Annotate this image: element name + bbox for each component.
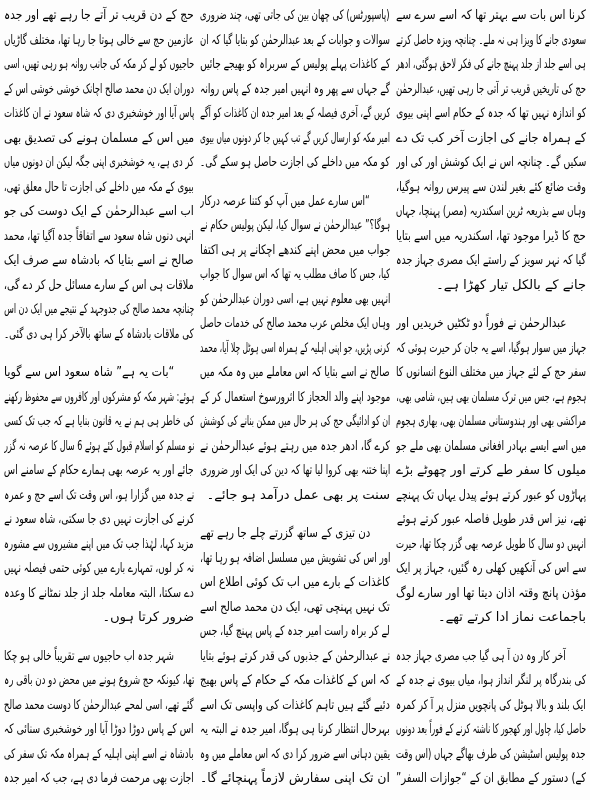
text-line: بہرحال انتظار کرنا ہی ہوگا، امیر جدہ نے البتہ یہ: [200, 722, 390, 737]
text-line: بادشاہ نے اسے اپنی اہلیہ کے ہمراہ مکہ تک سفر کی: [4, 746, 194, 762]
text-line: ان تک اپنی سفارش لازماً پہنچائے گا۔: [200, 771, 390, 786]
text-line: جانے کے بالکل تیار کھڑا ہے۔: [436, 277, 586, 293]
text-line: ہجوم ہے، جس میں ترک مسلمان بھی ہیں، شامی بھی،: [396, 389, 586, 405]
text-line: کاغذات کے بارے میں اب تک کوئی اطلاع اس: [200, 575, 390, 590]
text-line: وہاں سے بذریعہ ٹرین اسکندریہ (مصر) پہنچا، جہاں: [396, 204, 586, 219]
text-line: اب اسے عبدالرحمٰن کے ایک دوست کی جو: [4, 204, 194, 219]
text-line: وہاں ایک مخلص عرب محمد صالح کی خدمات حاصل: [200, 316, 390, 331]
text-line: دے سکتا، البتہ معاملہ جلد از جلد نمٹانے کا وعدہ: [4, 585, 194, 601]
text-line: آخر کار وہ دن آ ہی گیا جب مصری جہاز جدہ: [396, 648, 566, 664]
text-line: دئیے گئے ہیں تاہم کاغذات کی واپسی تک اسے: [200, 697, 390, 713]
text-line: وقت ضائع کئے بغیر لندن سے پیرس روانہ ہوگیا،: [396, 179, 586, 195]
text-line: کیا، جس کا صاف مطلب یہ تھا کہ اس سوال کا جواب: [200, 267, 390, 282]
paragraph: [396, 4, 586, 298]
text-line: کر دی ہے، یہ خوشخبری اپنی جگہ لیکن ان دونوں میاں: [4, 155, 194, 170]
text-line: کرنی پڑیں، جو اپنی اہلیہ کے ہمراہ اسی ہوٹل چلا آیا، محمد: [200, 340, 390, 356]
text-column-right: [396, 4, 586, 796]
text-line: کے ہمراہ جانے کی اجازت آخر کب تک دے: [396, 130, 586, 146]
text-line: امیر مکہ کو ارسال کریں گے تب کہیں جا کر دونوں میاں بیوی: [200, 130, 390, 146]
paragraph: [200, 4, 390, 176]
text-line: نے عبدالرحمٰن کے جذبوں کی قدر کرتے ہوئے بتایا: [200, 648, 390, 664]
text-line: لے کر براہ راست امیر جدہ کے پاس پہنچ گیا، جس: [200, 624, 390, 639]
text-line: کی ملاقات بادشاہ کے ساتھ بالآخر کرا ہی دی گئی۔: [4, 326, 194, 342]
text-line: حاصل کیا، چاول اور کھجور کا ناشتہ کرنے کے فوراً بعد دونوں: [396, 722, 586, 737]
text-line: مراکشی بھی اور ہندوستانی مسلمان بھی، بھاری ہجوم: [396, 414, 586, 429]
text-line: دن تیزی کے ساتھ گزرتے چلے جا رہے تھے: [200, 526, 370, 541]
text-line: “بات یہ ہے” شاہ سعود اس سے گویا: [4, 365, 174, 380]
text-line: میں اس کے مسلمان ہونے کی تصدیق بھی: [4, 130, 194, 146]
text-line: موجود اپنے والد الحجاز کا اثرورسوخ استعمال کر کے: [200, 389, 390, 405]
text-line: “اس سارے عمل میں آپ کو کتنا عرصہ درکار: [200, 193, 370, 209]
text-line: حج کی تاریخیں قریب تر آتی جا رہی تھیں، عبدالرحمٰن: [396, 81, 586, 97]
text-line: اور اس کی تشویش میں مسلسل اضافہ ہو رہا تھا،: [200, 550, 390, 566]
text-column-middle: [200, 4, 390, 796]
paragraph: [200, 522, 390, 792]
text-line: تک نہیں پہنچی تھی، ایک دن محمد صالح اسے: [200, 599, 390, 615]
text-line: چنانچہ محمد صالح کی جدوجہد کے نتیجے میں ایک دن اس: [4, 302, 194, 317]
text-line: جہاز میں سوار ہوگیا، اسے یہ جان کر حیرت ہوئی کہ: [396, 340, 586, 356]
text-line: انہیں بھی معلوم نہیں ہے، اسی دوران عبدالرحمٰن کو: [200, 291, 390, 307]
text-line: میلوں کا سفر طے کرتے اور چھوٹے بڑے: [396, 463, 586, 478]
text-line: باجماعت نماز ادا کرتے تھے۔: [438, 610, 586, 625]
text-line: سنت پر بھی عمل درآمد ہو جائے۔: [206, 487, 390, 503]
text-line: کو اندازہ نہیں تھا کہ جدہ کے حکام اسے اپنی بیوی: [396, 106, 586, 121]
text-line: گئے تھے، اسی لمحے عبدالرحمٰن کا دوست محمد صالح: [4, 697, 194, 713]
text-column-left: [4, 4, 194, 796]
text-line: نہ کر لوں، تمہارے بارے میں کوئی حتمی فیصلہ نہیں: [4, 561, 194, 576]
text-line: مزید کہا، لہٰذا جب تک میں اپنے مشیروں سے مشورہ: [4, 536, 194, 552]
text-line: سوالات و جوابات کے بعد عبدالرحمٰن کو بتایا گیا کہ ان: [200, 32, 390, 48]
text-line: (پاسپورٹس) کی چھان بین کی جاتی تھی، چند ضروری: [200, 8, 390, 23]
text-line: کرنے کی اجازت نہیں دی جا سکتی، شاہ سعود نے: [4, 512, 194, 527]
text-line: ہوگا؟” عبدالرحمٰن نے سوال کیا، لیکن پولیس حکام نے: [200, 218, 390, 233]
paragraph: [396, 645, 586, 792]
text-line: حج کا ڈیرا موجود تھا، اسکندریہ میں اسے بتایا: [396, 228, 586, 244]
text-line: اس کے پاس دوڑا دوڑا آیا اور خوشخبری سنائی کہ: [4, 722, 194, 737]
paragraph: [396, 312, 586, 631]
text-line: کو مکہ میں داخلے کی اجازت حاصل ہو سکے گی۔: [200, 155, 390, 170]
text-line: عازمین حج سے خالی ہوتا جا رہا تھا، مختلف گاڑیاں: [4, 32, 194, 48]
text-line: ایک بلند و بالا ہوٹل کی پانچویں منزل پر آ کر کمرہ: [396, 697, 586, 713]
paragraph: [4, 4, 194, 347]
text-line: صالح نے اسے بتایا کہ بادشاہ سے صرف ایک: [4, 253, 194, 268]
text-line: دوران ایک دن محمد صالح اچانک خوشی خوشی اس کے: [4, 81, 194, 97]
text-line: شہر جدہ اب حاجیوں سے تقریباً خالی ہو چکا: [4, 648, 174, 664]
text-line: مؤذن پانچ وقتہ اذان دیتا تھا اور سارے لوگ: [396, 585, 586, 601]
text-line: تھے، نیز اس قدر طویل فاصلہ عبور کرتے ہوئے: [396, 512, 586, 527]
text-line: اپنا ختنہ بھی کروا لیا تھا کہ دین کی ایک اور ضروری: [200, 463, 390, 478]
text-line: نے جدہ میں گزارا ہو، اس وقت تک اسے حج و عمرہ: [4, 487, 194, 503]
text-line: پاس آیا اور خوشخبری دی کہ شاہ سعود نے ان کاغذات: [4, 106, 194, 121]
text-line: حج کے دن قریب تر آتے جا رہے تھے اور جدہ: [4, 8, 194, 23]
text-line: صالح نے اسے بتایا کہ اس معاملے میں وہ مکہ میں: [200, 365, 390, 380]
text-line: پہاڑوں کو عبور کرتے ہوئے پیدل یہاں تک پہنچے: [396, 487, 586, 503]
text-line: سکیں گے۔ چنانچہ اس نے ایک کوشش اور کی اور: [396, 155, 586, 170]
text-line: سے اس کی آنکھیں کھلی رہ گئیں، جہاز پر ایک: [396, 561, 586, 576]
text-line: ہی اسے جلد از جلد پہنچ جانے کی فکر لاحق ہوگئی، ادھر: [396, 57, 586, 72]
text-line: کرے گا، ادھر جدہ میں رہتے ہوئے عبدالرحمٰن نے: [200, 438, 390, 454]
text-line: میں اسے ایسے بہادر افغانی مسلمان بھی ملے جو: [396, 438, 586, 454]
text-line: کی خاطر ہی ہم نے یہ قانون بنایا ہے کہ جب تک کسی: [4, 414, 194, 429]
text-line: کریں گے، آخری فیصلہ کے بعد امیر جدہ ان کاغذات کو آگے: [200, 106, 390, 121]
text-line: ملاقات ہی اس کے سارے مسائل حل کر دے گی،: [4, 277, 194, 293]
text-line: انہیں دو سال کا طویل عرصہ بھی گزر چکا تھا، حیرت: [396, 536, 586, 552]
text-line: انہی دنوں شاہ سعود سے اتفاقاً جدہ آگیا تھا، محمد: [4, 228, 194, 244]
text-line: اجازت بھی مرحمت فرما دی ہے، جب کہ امیر جدہ: [4, 771, 194, 786]
text-line: تھا، کیونکہ حج شروع ہونے میں محض دو دن باقی رہ: [4, 673, 194, 688]
text-line: جدہ پولیس اسٹیشن کی طرف بھاگے جہاں (اس وقت: [396, 746, 586, 762]
text-line: حاجیوں کو لے کر مکہ کی جانب روانہ ہو رہی تھیں، اسی: [4, 57, 194, 72]
text-line: ان کو ادائیگی حج کی ہر حال میں ممکن بنانے کی کوشش: [200, 414, 390, 429]
text-line: جواب میں محض اپنے کندھے اچکانے پر ہی اکتفا: [200, 242, 390, 258]
text-line: گیا کہ نہر سویز کے راستے ایک مصری جہاز جدہ: [396, 253, 586, 268]
text-line: کی بندرگاہ پر لنگر انداز ہوا، میاں بیوی نے جدہ کے: [396, 673, 586, 688]
text-line: گے جہاں سے پھر وہ انہیں امیر جدہ کے پاس روانہ: [200, 81, 390, 97]
paragraph: [4, 645, 194, 792]
text-line: سعودی جانے کا ویزا ہی نہ ملے۔ چنانچہ ویزہ حاصل کرتے: [396, 32, 586, 48]
text-line: نو مسلم کو اسلام قبول کئے ہوئے 6 سال کا عرصہ نہ گزر: [4, 438, 194, 454]
text-line: کہ اس کے کاغذات مکہ کے حکام کے پاس بھیج: [200, 673, 390, 688]
text-line: کرنا اس بات سے بہتر تھا کہ اسے سرے سے: [396, 8, 586, 23]
paragraph: [200, 190, 390, 509]
text-line: سفر حج کے لئے جہاز میں مختلف النوع انسانوں کا: [396, 365, 586, 380]
text-line: ضرور کرتا ہوں۔: [102, 610, 194, 625]
paragraph: [4, 361, 194, 631]
text-line: کے کاغذات پہلے پولیس کے سربراہ کو بھیجے جائیں: [200, 57, 390, 72]
text-line: کے) دستور کے مطابق ان کے “جوازات السفر”: [396, 771, 586, 786]
text-line: یقین دہانی اسے ضرور کرا دی کہ اس معاملے میں وہ: [200, 746, 390, 762]
text-line: بیوی کے مکہ میں داخلے کی اجازت تا حال معلق تھی،: [4, 179, 194, 195]
text-line: جائے اور یہ عرصہ بھی ہمارے حکام کے سامنے اس: [4, 463, 194, 478]
text-line: عبدالرحمٰن نے فوراً دو ٹکٹیں خریدیں اور: [396, 316, 566, 331]
text-line: ہوئے: شہر مکہ کو مشرکوں اور کافروں سے محفوظ رکھنے: [4, 389, 194, 405]
